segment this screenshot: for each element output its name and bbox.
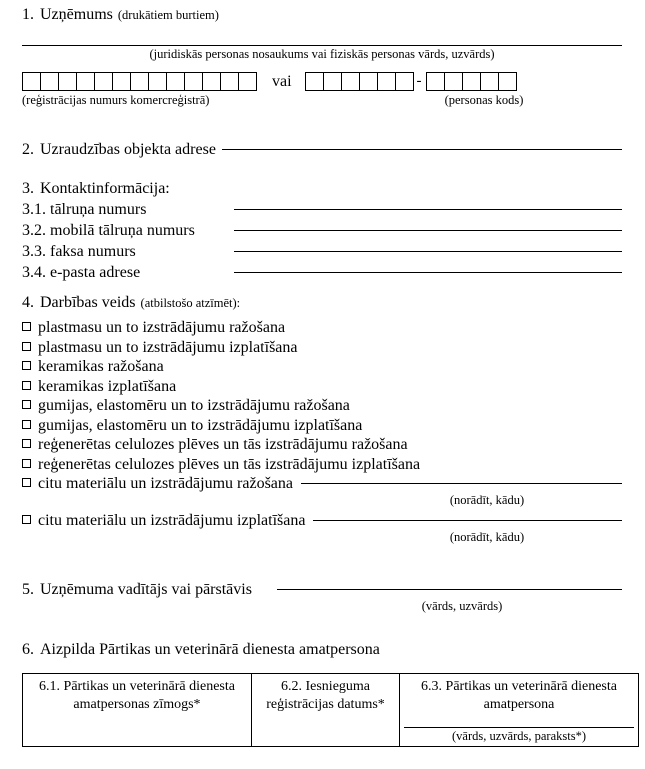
registration-number-caption: (reģistrācijas numurs komercreģistrā) (22, 93, 210, 107)
section-manager (22, 581, 622, 614)
checkbox-icon[interactable] (22, 381, 31, 390)
section-activity (22, 294, 622, 545)
contact-row-email (22, 264, 622, 282)
reg-box[interactable] (112, 72, 131, 91)
contact-label: 3.1. tālruņa numurs (22, 201, 147, 218)
activity-option-label: plastmasu un to izstrādājumu izplatīšana (38, 338, 298, 356)
fax-input[interactable] (234, 251, 622, 252)
address-row (22, 141, 622, 159)
person-box[interactable] (377, 72, 396, 91)
company-name-caption: (juridiskās personas nosaukums vai fiziskās personas vārds, uzvārds) (149, 47, 495, 61)
section1-heading (22, 6, 622, 24)
activity-option-label: reģenerētas celulozes plēves un tās izstrādājumu izplatīšana (38, 455, 421, 473)
other-production-hint: (norādīt, kādu) (449, 493, 525, 507)
official-person-label: 6.3. Pārtikas un veterinārā dienesta amatpersona (421, 679, 617, 712)
section1-number: 1. (22, 6, 34, 23)
registration-number-boxes[interactable] (22, 72, 256, 91)
activity-option-label: citu materiālu un izstrādājumu ražošana (38, 475, 294, 492)
section2-number: 2. (22, 141, 34, 158)
contact-label: 3.3. faksa numurs (22, 243, 136, 260)
checkbox-icon[interactable] (22, 439, 31, 448)
section3-number: 3. (22, 180, 34, 197)
manager-input[interactable] (277, 589, 622, 590)
checkbox-icon[interactable] (22, 478, 31, 487)
reg-box[interactable] (184, 72, 203, 91)
person-box[interactable] (444, 72, 463, 91)
checkbox-icon[interactable] (22, 322, 31, 331)
person-box[interactable] (395, 72, 414, 91)
person-box[interactable] (323, 72, 342, 91)
phone-input[interactable] (234, 209, 622, 210)
activity-option-label: gumijas, elastomēru un to izstrādājumu izplatīšana (38, 416, 363, 434)
section5-label: Uzņēmuma vadītājs vai pārstāvis (40, 581, 252, 598)
reg-box[interactable] (22, 72, 41, 91)
activity-option-cellulose-distribution[interactable] (22, 456, 622, 474)
activity-option-ceramics-production[interactable] (22, 358, 622, 376)
official-person-cell[interactable] (400, 674, 639, 747)
checkbox-icon[interactable] (22, 515, 31, 524)
mobile-input[interactable] (234, 230, 622, 231)
checkbox-icon[interactable] (22, 400, 31, 409)
reg-box[interactable] (58, 72, 77, 91)
section6-number: 6. (22, 641, 34, 658)
person-box[interactable] (462, 72, 481, 91)
section1-title: Uzņēmums (40, 6, 113, 23)
activity-option-other-distribution[interactable] (22, 512, 622, 530)
reg-box[interactable] (148, 72, 167, 91)
person-box[interactable] (426, 72, 445, 91)
other-production-input[interactable] (301, 483, 622, 484)
contact-label: 3.4. e-pasta adrese (22, 264, 141, 281)
activity-options (22, 319, 622, 545)
official-stamp-cell[interactable] (23, 674, 252, 747)
section6-heading (22, 641, 622, 659)
person-code-dash: - (416, 73, 422, 89)
person-box[interactable] (359, 72, 378, 91)
activity-option-ceramics-distribution[interactable] (22, 378, 622, 396)
other-distribution-hint: (norādīt, kādu) (449, 530, 525, 544)
reg-box[interactable] (238, 72, 257, 91)
section4-label: Darbības veids (40, 294, 136, 311)
section3-label: Kontaktinformācija: (40, 180, 170, 197)
section-contacts (22, 180, 622, 282)
section-official (22, 641, 622, 747)
section4-heading (22, 294, 622, 312)
official-person-sub (400, 727, 638, 744)
identifier-captions (22, 93, 622, 108)
activity-option-rubber-production[interactable] (22, 397, 622, 415)
vai-label: vai (272, 72, 292, 90)
person-code-boxes-left[interactable] (305, 72, 413, 91)
reg-box[interactable] (40, 72, 59, 91)
reg-box[interactable] (94, 72, 113, 91)
section1-title-note: (drukātiem burtiem) (117, 8, 219, 22)
person-box[interactable] (480, 72, 499, 91)
person-code-boxes-right[interactable] (426, 72, 516, 91)
company-name-input[interactable] (22, 45, 622, 46)
section-address (22, 141, 622, 159)
reg-box[interactable] (76, 72, 95, 91)
section4-number: 4. (22, 294, 34, 311)
reg-box[interactable] (202, 72, 221, 91)
reg-box[interactable] (220, 72, 239, 91)
activity-option-rubber-distribution[interactable] (22, 417, 622, 435)
activity-option-label: plastmasu un to izstrādājumu ražošana (38, 319, 286, 336)
section2-label: Uzraudzības objekta adrese (40, 141, 216, 158)
reg-box[interactable] (166, 72, 185, 91)
checkbox-icon[interactable] (22, 420, 31, 429)
activity-option-plastic-distribution[interactable] (22, 339, 622, 357)
official-table (22, 673, 639, 747)
manager-row (22, 581, 622, 599)
official-stamp-label: 6.1. Pārtikas un veterinārā dienesta amatpersonas zīmogs* (39, 679, 235, 712)
section3-heading (22, 180, 622, 198)
person-code-caption: (personas kods) (444, 93, 524, 107)
person-box[interactable] (341, 72, 360, 91)
activity-option-plastic-production[interactable] (22, 319, 622, 337)
contact-row-phone (22, 201, 622, 219)
activity-option-label: gumijas, elastomēru un to izstrādājumu ražošana (38, 397, 350, 414)
activity-option-label: keramikas ražošana (38, 358, 164, 375)
person-box[interactable] (498, 72, 517, 91)
manager-hint: (vārds, uzvārds) (421, 599, 503, 613)
registration-date-cell[interactable] (252, 674, 400, 747)
identifier-row (22, 72, 622, 91)
person-box[interactable] (305, 72, 324, 91)
activity-option-cellulose-production[interactable] (22, 436, 622, 454)
activity-option-other-production[interactable] (22, 475, 622, 493)
email-input[interactable] (234, 272, 622, 273)
contact-label: 3.2. mobilā tālruņa numurs (22, 222, 195, 239)
checkbox-icon[interactable] (22, 361, 31, 370)
address-input[interactable] (222, 149, 622, 150)
contact-row-fax (22, 243, 622, 261)
reg-box[interactable] (130, 72, 149, 91)
section4-note: (atbilstošo atzīmēt): (140, 296, 241, 310)
section5-number: 5. (22, 581, 34, 598)
registration-date-label: 6.2. Iesnieguma reģistrācijas datums* (266, 679, 385, 712)
contact-row-mobile (22, 222, 622, 240)
official-person-signature-line[interactable] (404, 727, 634, 728)
section-company (22, 6, 622, 108)
activity-option-label: reģenerētas celulozes plēves un tās izstrādājumu ražošana (38, 436, 408, 453)
table-row (23, 674, 639, 747)
other-distribution-input[interactable] (313, 520, 622, 521)
official-person-hint: (vārds, uzvārds, paraksts*) (452, 729, 586, 743)
checkbox-icon[interactable] (22, 459, 31, 468)
checkbox-icon[interactable] (22, 342, 31, 351)
activity-option-label: citu materiālu un izstrādājumu izplatīšana (38, 512, 306, 529)
section6-label: Aizpilda Pārtikas un veterinārā dienesta amatpersona (40, 641, 380, 658)
activity-option-label: keramikas izplatīšana (38, 377, 177, 395)
